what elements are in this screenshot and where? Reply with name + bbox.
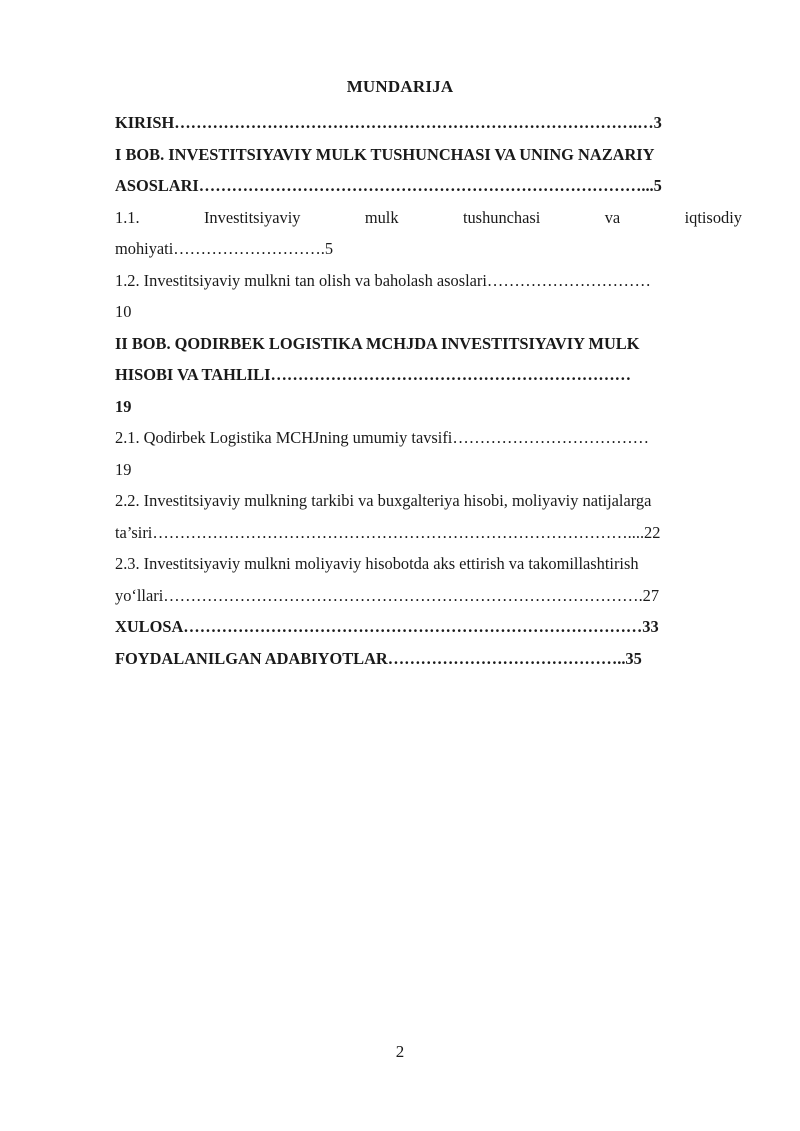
toc-entry-chapter-2-heading-cont[interactable]: HISOBI VA TAHLILI………………………………………………………… [115, 365, 632, 384]
toc-entry-section-2-1-page[interactable]: 19 [115, 459, 132, 479]
toc-entry-section-1-2[interactable]: 1.2. Investitsiyaviy mulkni tan olish va baholash asoslari………………………… [115, 270, 651, 290]
toc-entry-section-2-3[interactable]: 2.3. Investitsiyaviy mulkni moliyaviy hisobotda aks ettirish va takomillashtirish [115, 554, 639, 573]
toc-word: 1.1. [115, 207, 140, 227]
toc-title: MUNDARIJA [346, 77, 454, 96]
toc-entry-chapter-1-heading[interactable] [115, 139, 742, 171]
chapter-2-title-line-1: II BOB. QODIRBEK LOGISTIKA MCHJDA INVESTITSIYAVIY MULK [115, 333, 640, 353]
toc-entry-chapter-1-heading-cont[interactable]: ASOSLARI………………………………………………………………………...5 [115, 176, 662, 195]
toc-entry-section-1-1-cont[interactable]: mohiyati……………………….5 [115, 239, 334, 258]
toc-word: iqtisodiy [684, 207, 742, 227]
toc-entry-kirish[interactable]: KIRISH………………………………………………………………………….…3 [115, 113, 662, 132]
toc-entry-chapter-2-page[interactable]: 19 [115, 396, 132, 416]
toc-word: va [604, 207, 621, 227]
table-of-contents [115, 107, 742, 674]
toc-word: Investitsiyaviy [203, 207, 301, 227]
toc-entry-section-1-2-page[interactable]: 10 [115, 302, 132, 321]
page-number: 2 [395, 1042, 405, 1061]
toc-word: tushunchasi [462, 207, 541, 227]
toc-word: mulk [364, 207, 399, 227]
toc-entry-section-2-3-cont[interactable]: yo‘llari…………………………………………………………………………….27 [115, 585, 660, 605]
toc-entry-section-1-1[interactable] [115, 202, 742, 234]
toc-entry-section-2-2[interactable]: 2.2. Investitsiyaviy mulkning tarkibi va buxgalteriya hisobi, moliyaviy natijalarga [115, 491, 652, 510]
toc-entry-xulosa[interactable]: XULOSA…………………………………………………………………………33 [115, 617, 659, 636]
toc-entry-chapter-2-heading[interactable] [115, 328, 742, 360]
toc-entry-adabiyotlar[interactable]: FOYDALANILGAN ADABIYOTLAR……………………………………..35 [115, 648, 642, 668]
toc-entry-section-2-2-cont[interactable]: ta’siri……………………………………………………………………………....22 [115, 522, 661, 542]
toc-entry-section-2-1[interactable]: 2.1. Qodirbek Logistika MCHJning umumiy tavsifi……………………………… [115, 428, 650, 447]
chapter-1-title-line-1: I BOB. INVESTITSIYAVIY MULK TUSHUNCHASI VA UNING NAZARIY [115, 144, 655, 164]
